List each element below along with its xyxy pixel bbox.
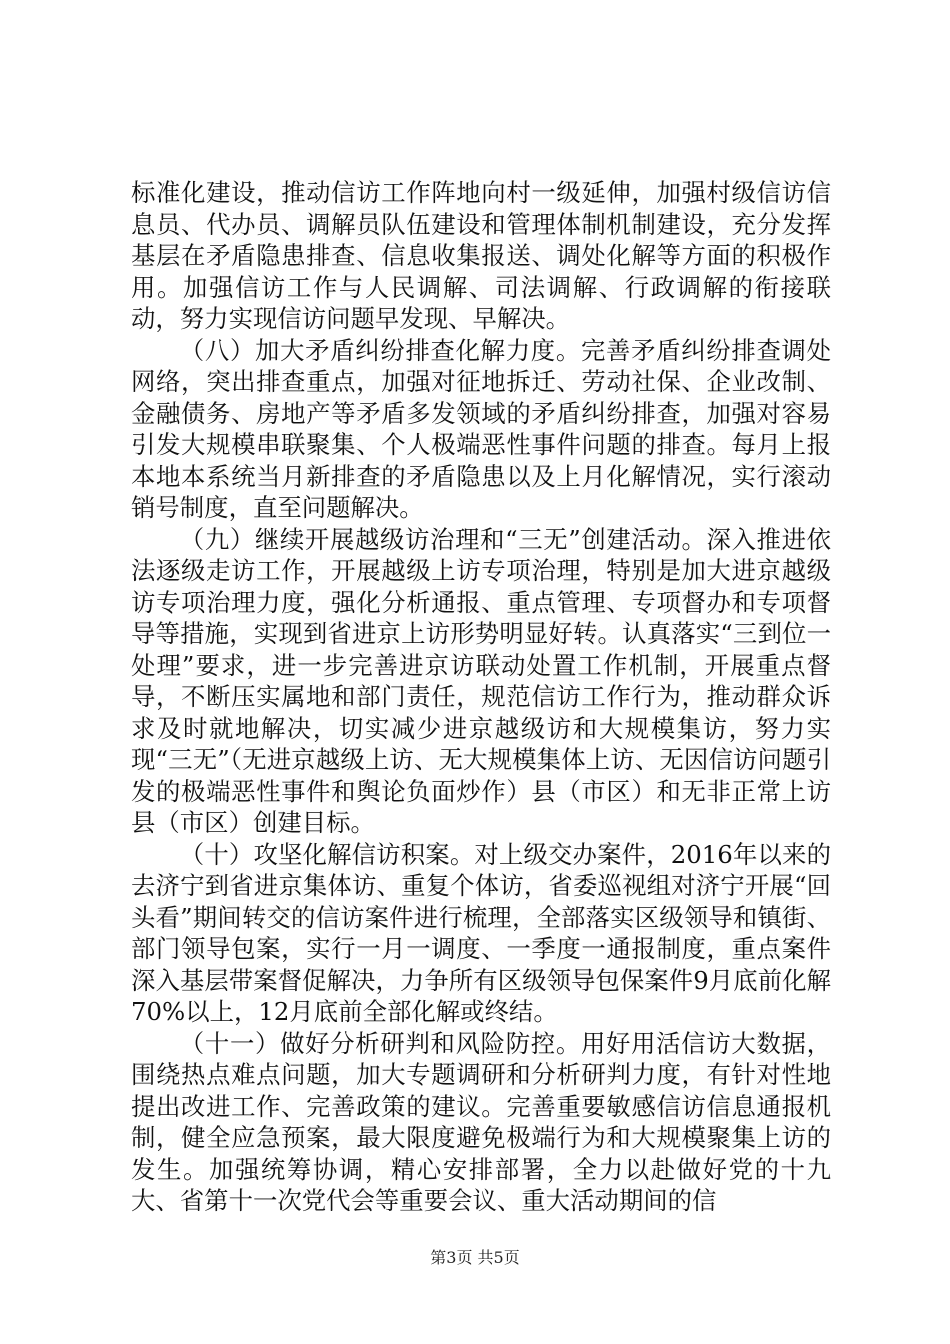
- paragraph-continuation: 标准化建设，推动信访工作阵地向村一级延伸，加强村级信访信息员、代办员、调解员队伍建设和管理体制机制建设，充分发挥基层在矛盾隐患排查、信息收集报送、调处化解等方面的积极作用。加强信访工作与人民调解、司法调解、行政调解的衔接联动，努力实现信访问题早发现、早解决。: [131, 178, 831, 333]
- paragraph-section-10: （十）攻坚化解信访积案。对上级交办案件，2016年以来的去济宁到省进京集体访、重复个体访，省委巡视组对济宁开展“回头看”期间转交的信访案件进行梳理，全部落实区级领导和镇街、部门领导包案，实行一月一调度、一季度一通报制度，重点案件深入基层带案督促解决，力争所有区级领导包保案件9月底前化解70%以上，12月底前全部化解或终结。: [131, 839, 831, 1026]
- document-body: [131, 177, 831, 1217]
- paragraph-section-11: （十一）做好分析研判和风险防控。用好用活信访大数据，围绕热点难点问题，加大专题调研和分析研判力度，有针对性地提出改进工作、完善政策的建议。完善重要敏感信访信息通报机制，健全应急预案，最大限度避免极端行为和大规模聚集上访的发生。加强统筹协调，精心安排部署，全力以赴做好党的十九大、省第十一次党代会等重要会议、重大活动期间的信: [131, 1028, 831, 1215]
- paragraph-section-9: （九）继续开展越级访治理和“三无”创建活动。深入推进依法逐级走访工作，开展越级上访专项治理，特别是加大进京越级访专项治理力度，强化分析通报、重点管理、专项督办和专项督导等措施，实现到省进京上访形势明显好转。认真落实“三到位一处理”要求，进一步完善进京访联动处置工作机制，开展重点督导，不断压实属地和部门责任，规范信访工作行为，推动群众诉求及时就地解决，切实减少进京越级访和大规模集访，努力实现“三无”（无进京越级上访、无大规模集体上访、无因信访问题引发的极端恶性事件和舆论负面炒作）县（市区）和无非正常上访县（市区）创建目标。: [131, 524, 831, 837]
- paragraph-section-8: （八）加大矛盾纠纷排查化解力度。完善矛盾纠纷排查调处网络，突出排查重点，加强对征地拆迁、劳动社保、企业改制、金融债务、房地产等矛盾多发领域的矛盾纠纷排查，加强对容易引发大规模串联聚集、个人极端恶性事件问题的排查。每月上报本地本系统当月新排查的矛盾隐患以及上月化解情况，实行滚动销号制度，直至问题解决。: [131, 335, 831, 522]
- page-number-footer: 第3页 共5页: [430, 1248, 520, 1267]
